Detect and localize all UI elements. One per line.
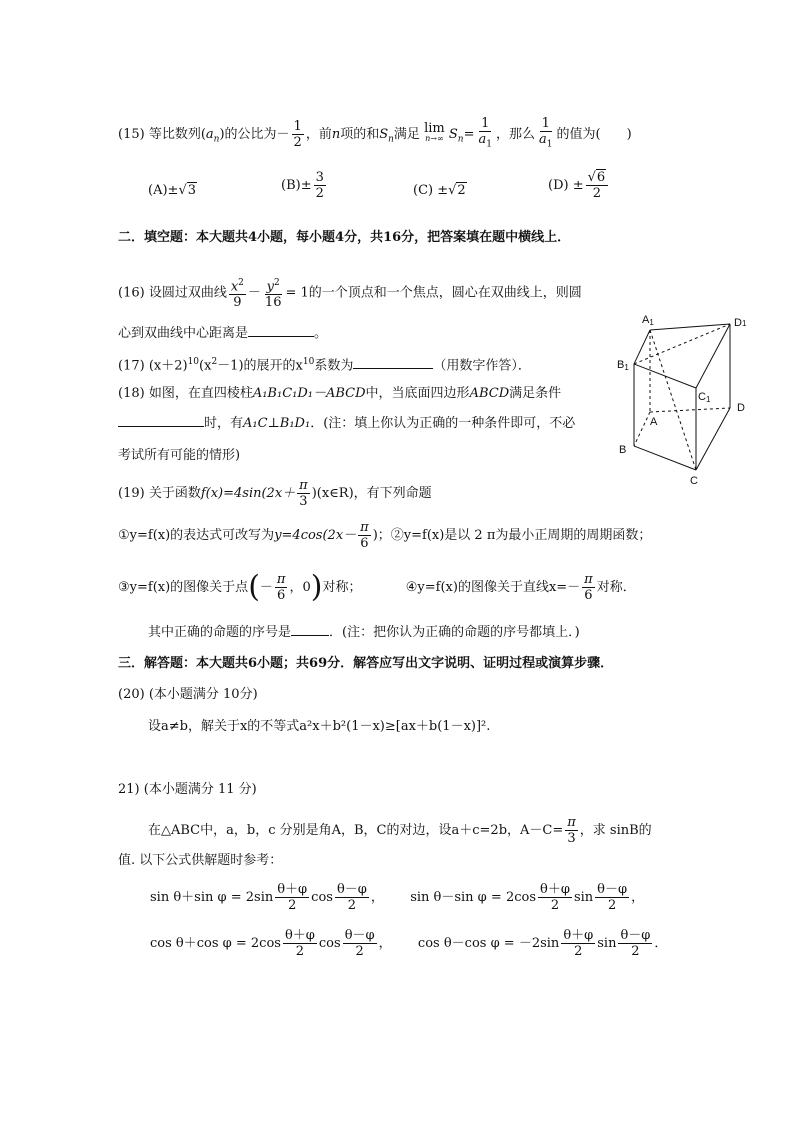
q21-heading: 21) (本小题满分 11 分) bbox=[118, 782, 257, 797]
diagonal-a1-c bbox=[650, 330, 696, 470]
q18-line2: 时，有A₁C⊥B₁D₁．(注：填上你认为正确的一种条件即可，不必 bbox=[118, 415, 575, 433]
label-d: D bbox=[737, 402, 745, 414]
q15-option-a: (A)±√3 bbox=[148, 183, 197, 198]
q20-body: 设a≠b，解关于x的不等式a²x＋b²(1－x)≥[ax＋b(1－x)]². bbox=[148, 719, 491, 734]
q17: (17) $(x+2)^{10}(x^2-1)$的展开的$x^{10}$系数为 （用数字作答）． bbox=[118, 357, 531, 374]
q15-option-d: (D) ± $\frac{√6}{2}$ bbox=[548, 170, 610, 201]
q21-line2: 值. 以下公式供解题时参考： bbox=[118, 853, 283, 868]
label-b1: B1 bbox=[617, 359, 629, 372]
edge-a1-b1 bbox=[634, 330, 650, 364]
ratio-fraction: $\frac{1}{2}$ bbox=[293, 118, 302, 150]
q19-statements-3-4: ③y=f(x)的图像关于点(－ $\frac{\pi}{6}$ ，0)对称； ④y=f(x)的图像关于直线x=－ $\frac{\pi}{6}$ 对称． bbox=[118, 569, 636, 605]
q18-line1: (18) 如图，在直四棱柱A₁B₁C₁D₁－ABCD中，当底面四边形ABCD满足条件 bbox=[118, 386, 562, 401]
label-b: B bbox=[619, 444, 627, 456]
q15-option-c: (C) ±√2 bbox=[413, 183, 466, 198]
label-a: A bbox=[650, 416, 658, 428]
section-2-heading: 二．填空题：本大题共4小题，每小题4分，共16分，把答案填在题中横线上． bbox=[118, 230, 571, 245]
edge-c1-d1 bbox=[696, 324, 730, 388]
label-c: C bbox=[690, 475, 698, 487]
q19-statements-1-2: ①y=f(x)的表达式可改写为y=4cos(2x－ $\frac{\pi}{6}$ )；②y=f(x)是以 2 π为最小正周期的周期函数； bbox=[118, 520, 652, 551]
q20-heading: (20) (本小题满分 10分) bbox=[118, 687, 258, 702]
limit-notation: lim n→∞ bbox=[424, 121, 445, 144]
prism-figure bbox=[612, 308, 772, 493]
label-d1: D1 bbox=[734, 317, 747, 329]
formula-row-1: sin θ＋sin φ = 2sin $\frac{\theta+\varphi}{2}$ cos $\frac{\theta-\varphi}{2}$ ， sin θ－sin φ = 2cos $\frac{\theta+\varphi}{2}$ sin $\frac{\theta-\varphi}{2}$ ， bbox=[150, 882, 645, 913]
q15-option-b: (B)± $\frac{3}{2}$ bbox=[281, 170, 324, 201]
q16-line1: (16) 设圆过双曲线 $\frac{x^2}{9}$ － $\frac{y^2}{16}$ = 1的一个顶点和一个焦点，圆心在双曲线上，则圆 bbox=[118, 278, 582, 311]
limit-fraction: $\frac{1}{a_1}$ bbox=[478, 116, 492, 150]
section-3-heading: 三．解答题：本大题共6小题；共69分．解答应写出文字说明、证明过程或演算步骤． bbox=[118, 656, 614, 671]
target-fraction: $\frac{1}{a_1}$ bbox=[539, 116, 553, 150]
q19-answer-line: 其中正确的命题的序号是 ．(注：把你认为正确的命题的序号都填上．) bbox=[148, 625, 580, 640]
edge-b-c bbox=[634, 446, 696, 470]
label-a1: A1 bbox=[642, 314, 654, 327]
hidden-edge-a-d bbox=[650, 408, 730, 412]
q21-body: 在△ABC中，a，b，c 分别是角A，B，C的对边，设a＋c=2b，A－C= $\frac{\pi}{3}$ ，求 sinB的 bbox=[148, 815, 652, 846]
diagonal-b1-d1 bbox=[634, 324, 730, 364]
q16-line2: 心到双曲线中心距离是 。 bbox=[118, 326, 328, 341]
edge-c-d bbox=[696, 408, 730, 470]
formula-row-2: cos θ＋cos φ = 2cos $\frac{\theta+\varphi}{2}$ cos $\frac{\theta-\varphi}{2}$ ， cos θ－cos φ = －2sin $\frac{\theta+\varphi}{2}$ sin $\frac{\theta-\varphi}{2}$ ． bbox=[150, 928, 668, 959]
label-c1: C1 bbox=[698, 391, 711, 404]
q18-line3: 考试所有可能的情形) bbox=[118, 448, 241, 463]
q19-stem: (19) 关于函数f(x)=4sin(2x＋ $\frac{\pi}{3}$ )(x∈R)，有下列命题 bbox=[118, 478, 432, 509]
hidden-edge-a-b bbox=[634, 412, 650, 446]
q15-stem: (15) 等比数列$(a_n)$的公比为－ $\frac{1}{2}$ ，前n项的和$S_n$满足 lim n→∞ $S_n=$ $\frac{1}{a_1}$ ，那么 $\frac{1}{a_1}$ 的值为( ) bbox=[118, 116, 632, 153]
